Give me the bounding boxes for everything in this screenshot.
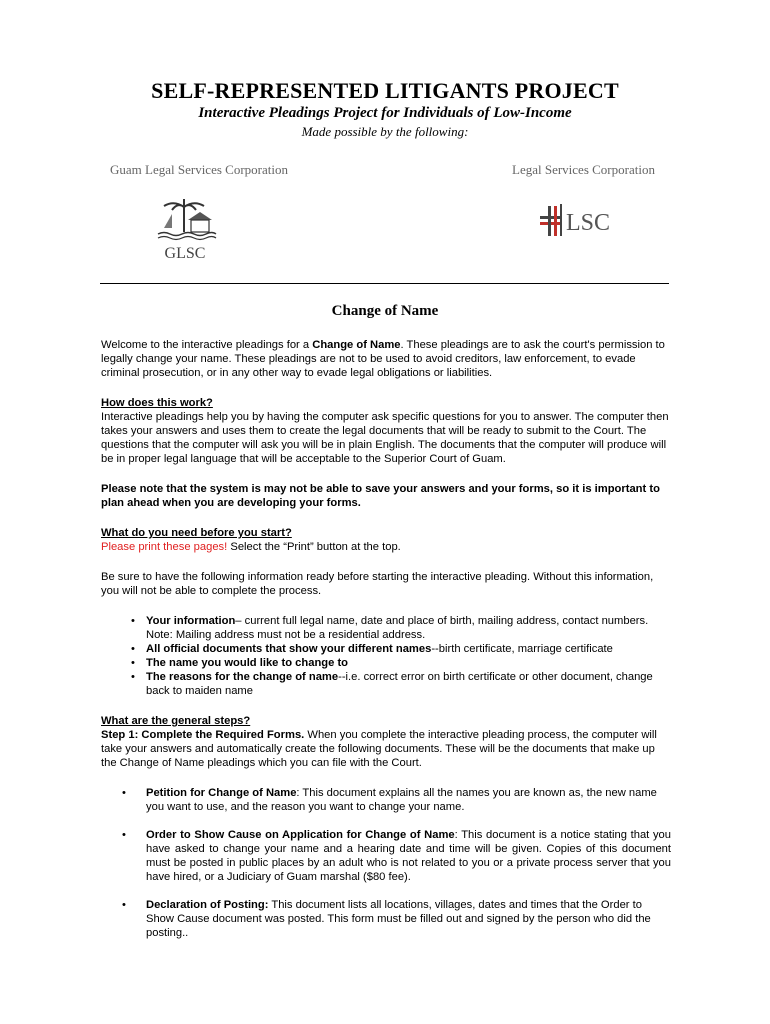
document-body <box>101 338 671 954</box>
list-item: • Order to Show Cause on Application for Change of Name: This document is a notice stating that you have asked to change your name and a hearing date and time will be given. Copies of this document must be posted in public places by an adult who is not related to you or a private process server that you have hired, or a Judiciary of Guam marshal ($80 fee). <box>146 828 671 884</box>
list-item: • All official documents that show your different names--birth certificate, marriage certificate <box>146 642 671 656</box>
intro-paragraph: Welcome to the interactive pleadings for a Change of Name. These pleadings are to ask the court's permission to legally change your name. These pleadings are not to be used to avoid creditors, law enforcement, to evade criminal prosecution, or in any other way to evade legal obligations or liabilities. <box>101 339 665 379</box>
page-title: SELF-REPRESENTED LITIGANTS PROJECT <box>151 78 619 103</box>
required-info-list <box>101 614 671 698</box>
org-name-glsc: Guam Legal Services Corporation <box>110 162 288 177</box>
lsc-logo-text: LSC <box>566 210 611 236</box>
how-heading: How does this work? <box>101 397 213 409</box>
list-item: • Declaration of Posting: This document lists all locations, villages, dates and times that the Order to Show Cause document was posted. This form must be filled out and signed by the person who did the posting.. <box>146 898 671 940</box>
save-note: Please note that the system is may not be able to save your answers and your forms, so it is important to plan ahead when you are developing your forms. <box>101 483 660 509</box>
glsc-logo-text: GLSC <box>164 245 206 262</box>
step1-paragraph: Step 1: Complete the Required Forms. When you complete the interactive pleading process, the computer will take your answers and automatically create the following documents. These will be the documents that make up the Change of Name pleadings which you can file with the Court. <box>101 729 657 769</box>
steps-heading: What are the general steps? <box>101 715 251 727</box>
ready-paragraph: Be sure to have the following information ready before starting the interactive pleading. Without this information, you will not be able to complete the process. <box>101 571 654 597</box>
need-heading: What do you need before you start? <box>101 527 292 539</box>
list-item: • The name you would like to change to <box>146 656 671 670</box>
page-subtitle: Interactive Pleadings Project for Individuals of Low-Income <box>198 105 572 121</box>
lsc-logo <box>538 202 628 238</box>
org-name-lsc: Legal Services Corporation <box>512 162 655 177</box>
list-item: • The reasons for the change of name--i.e. correct error on birth certificate or other document, change back to maiden name <box>146 670 671 698</box>
list-item: • Your information– current full legal name, date and place of birth, mailing address, contact numbers. Note: Mailing address must not be a residential address. <box>146 614 671 642</box>
glsc-logo <box>150 198 220 262</box>
list-item: • Petition for Change of Name: This document explains all the names you are known as, the new name you want to use, and the reason you want to change your name. <box>146 786 671 814</box>
print-instruction: Please print these pages! Select the “Print” button at the top. <box>101 541 401 553</box>
print-warning: Please print these pages! <box>101 541 228 553</box>
header-divider <box>100 283 669 284</box>
section-title: Change of Name <box>331 303 439 319</box>
made-possible-line: Made possible by the following: <box>301 124 469 139</box>
how-paragraph: Interactive pleadings help you by having the computer ask specific questions for you to answer. The computer then takes your answers and uses them to create the legal documents that will be ready to submit to the Court. The questions that the computer will ask you will be in plain English. The documents that the computer will produce will be in proper legal language that will be acceptable to the Superior Court of Guam. <box>101 411 669 465</box>
documents-list <box>101 786 671 940</box>
intro-bold: Change of Name <box>312 339 401 351</box>
